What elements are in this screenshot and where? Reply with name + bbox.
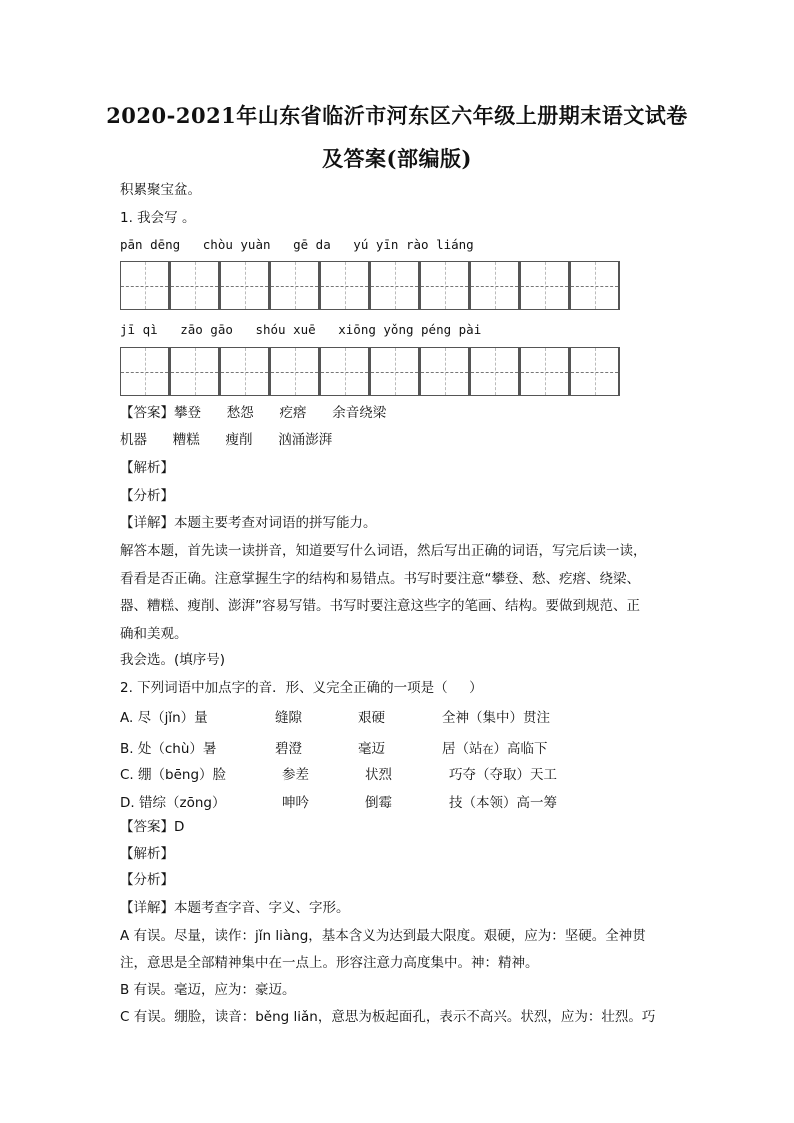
writing-cell[interactable] — [170, 347, 220, 396]
option-c-word-3: 状烈 — [365, 767, 392, 783]
document-title-line2: 及答案(部编版) — [322, 146, 472, 171]
option-d-label: D. 错综（zōng） — [120, 795, 226, 811]
q2-detail-line-4: B 有误。毫迈，应为：豪迈。 — [120, 982, 296, 998]
q1-jiexi-label: 【解析】 — [120, 460, 174, 476]
q1-detail-line-5: 确和美观。 — [120, 626, 188, 642]
section-heading-accumulation: 积累聚宝盆。 — [120, 182, 201, 198]
writing-cell[interactable] — [470, 347, 520, 396]
q1-detail-line-1: 【详解】本题主要考查对词语的拼写能力。 — [120, 515, 377, 531]
writing-cell[interactable] — [420, 261, 470, 310]
option-a-word-4: 全神（集中）贯注 — [442, 710, 550, 726]
writing-cell[interactable] — [470, 261, 520, 310]
writing-cell[interactable] — [120, 347, 170, 396]
q2-jiexi-label: 【解析】 — [120, 846, 174, 862]
option-c-label: C. 绷（bēng）脸 — [120, 767, 227, 783]
option-b-word-4-part-b: ）高临下 — [493, 741, 548, 757]
question-1-prompt: 1. 我会写 。 — [120, 210, 196, 226]
option-c-word-4: 巧夺（夺取）天工 — [449, 767, 557, 783]
q2-detail-line-3: 注，意思是全部精神集中在一点上。形容注意力高度集中。神：精神。 — [120, 955, 539, 971]
q1-answer-line-1: 【答案】攀登 愁怨 疙瘩 余音绕梁 — [120, 405, 387, 421]
option-b-word-4-part-a: 居（站 — [442, 741, 483, 757]
writing-grid-row-1 — [120, 261, 620, 310]
q2-fenxi-label: 【分析】 — [120, 872, 174, 888]
option-d-word-3: 倒霉 — [365, 795, 392, 811]
writing-cell[interactable] — [420, 347, 470, 396]
writing-cell[interactable] — [520, 347, 570, 396]
q2-detail-line-2: A 有误。尽量，读作：jǐn liàng，基本含义为达到最大限度。艰硬，应为：坚硬。全神贯 — [120, 928, 646, 944]
writing-cell[interactable] — [370, 347, 420, 396]
q1-detail-line-3: 看看是否正确。注意掌握生字的结构和易错点。书写时要注意“攀登、愁、疙瘩、绕梁、 — [120, 571, 640, 587]
writing-cell[interactable] — [170, 261, 220, 310]
q2-detail-line-1: 【详解】本题考查字音、字义、字形。 — [120, 900, 350, 916]
pinyin-row-1: pān dēng chòu yuàn gē da yú yīn rào liáng — [120, 237, 474, 252]
q1-detail-line-2: 解答本题，首先读一读拼音，知道要写什么词语，然后写出正确的词语，写完后读一读， — [120, 543, 647, 559]
option-b-word-2: 碧澄 — [275, 741, 302, 757]
writing-cell[interactable] — [320, 347, 370, 396]
writing-cell[interactable] — [220, 261, 270, 310]
q1-fenxi-label: 【分析】 — [120, 488, 174, 504]
option-b-word-4-superscript: 在 — [482, 743, 494, 756]
writing-cell[interactable] — [120, 261, 170, 310]
writing-cell[interactable] — [370, 261, 420, 310]
writing-cell[interactable] — [570, 261, 620, 310]
option-b-label: B. 处（chù）暑 — [120, 741, 217, 757]
option-b-word-4 — [442, 737, 548, 757]
writing-cell[interactable] — [570, 347, 620, 396]
writing-cell[interactable] — [270, 347, 320, 396]
writing-cell[interactable] — [220, 347, 270, 396]
q1-answer-line-2: 机器 糟糕 瘦削 汹涌澎湃 — [120, 432, 333, 448]
option-a-label: A. 尽（jǐn）量 — [120, 710, 208, 726]
writing-grid-row-2 — [120, 347, 620, 396]
q2-detail-line-5: C 有误。绷脸，读音：běng liǎn，意思为板起面孔，表示不高兴。状烈，应为：壮烈。巧 — [120, 1009, 656, 1025]
option-c-word-2: 参差 — [282, 767, 309, 783]
document-title-line1: 2020-2021年山东省临沂市河东区六年级上册期末语文试卷 — [106, 103, 688, 128]
pinyin-row-2: jī qì zāo gāo shóu xuē xiōng yǒng péng pài — [120, 322, 482, 337]
writing-cell[interactable] — [320, 261, 370, 310]
q1-detail-line-4: 器、糟糕、瘦削、澎湃”容易写错。书写时要注意这些字的笔画、结构。要做到规范、正 — [120, 598, 640, 614]
q2-answer: 【答案】D — [120, 819, 185, 835]
writing-cell[interactable] — [270, 261, 320, 310]
section-heading-choose: 我会选。(填序号) — [120, 652, 226, 668]
option-d-word-2: 呻吟 — [282, 795, 309, 811]
writing-cell[interactable] — [520, 261, 570, 310]
option-d-word-4: 技（本领）高一筹 — [449, 795, 557, 811]
option-b-word-3: 毫迈 — [358, 741, 385, 757]
question-2-prompt: 2. 下列词语中加点字的音．形、义完全正确的一项是（ ） — [120, 680, 483, 696]
option-a-word-2: 缝隙 — [275, 710, 302, 726]
option-a-word-3: 艰硬 — [358, 710, 385, 726]
